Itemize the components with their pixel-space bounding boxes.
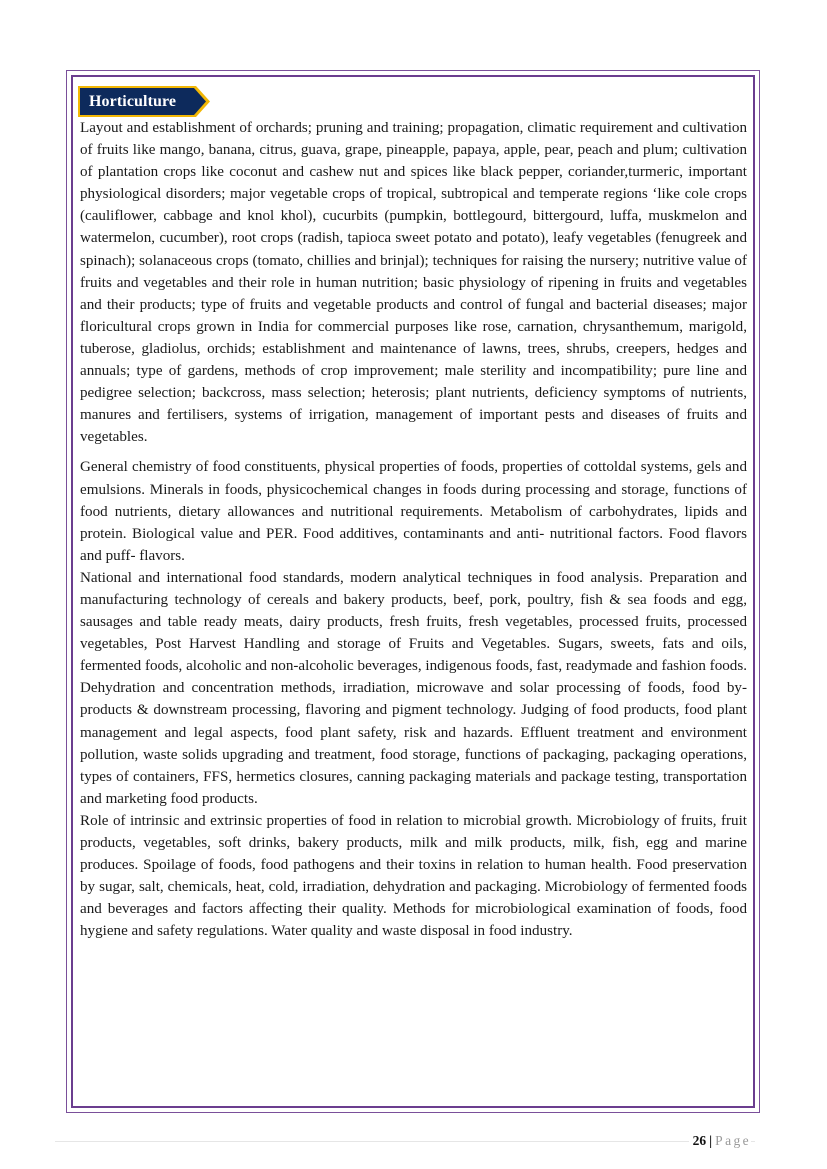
document-body <box>80 117 747 942</box>
page-number: 26 <box>692 1133 707 1148</box>
paragraph-food-technology: National and international food standards, modern analytical techniques in food analysis. Preparation and manufacturing technology of cereals and bakery products, beef, pork, poultry, fish & sea foods and egg, sausages and table ready meats, dairy products, fresh fruits, fresh vegetables, processed fruits, processed vegetables, Post Harvest Handling and storage of Fruits and Vegetables. Sugars, sweets, fats and oils, fermented foods, alcoholic and non-alcoholic beverages, indigenous foods, fast, readymade and fashion foods. Dehydration and concentration methods, irradiation, microwave and solar processing of foods, food by-products & downstream processing, flavoring and pigment technology. Judging of food products, food plant management and legal aspects, food plant safety, risk and hazards. Effluent treatment and environment pollution, waste solids upgrading and treatment, food storage, functions of packaging, packaging operations, types of containers, FFS, hermetics closures, canning packaging materials and package testing, transportation and marketing food products. <box>80 569 747 807</box>
page-word: Page <box>715 1133 751 1148</box>
page-footer <box>689 1133 751 1149</box>
footer-rule <box>55 1141 755 1142</box>
paragraph-food-chemistry: General chemistry of food constituents, physical properties of foods, properties of cottoldal systems, gels and emulsions. Minerals in foods, physicochemical changes in foods during processing and storage, functions of food nutrients, dietary allowances and nutritional requirements. Metabolism of carbohydrates, lipids and protein. Biological value and PER. Food additives, contaminants and anti- nutritional factors. Food flavors and puff- flavors. <box>80 459 747 564</box>
section-badge <box>78 86 210 117</box>
page-separator: | <box>709 1133 713 1148</box>
section-title: Horticulture <box>89 92 177 110</box>
paragraph-food-microbiology: Role of intrinsic and extrinsic properties of food in relation to microbial growth. Microbiology of fruits, fruit products, vegetables, soft drinks, bakery products, milk and milk products, milk, fish, egg and marine produces. Spoilage of foods, food pathogens and their toxins in relation to human health. Food preservation by sugar, salt, chemicals, heat, cold, irradiation, dehydration and packaging. Microbiology of fermented foods and beverages and factors affecting their quality. Methods for microbiological examination of foods, food hygiene and safety regulations. Water quality and waste disposal in food industry. <box>80 812 747 940</box>
paragraph-horticulture: Layout and establishment of orchards; pruning and training; propagation, climatic requirement and cultivation of fruits like mango, banana, citrus, guava, grape, pineapple, papaya, apple, pear, peach and plum; cultivation of plantation crops like coconut and cashew nut and spices like black pepper, coriander,turmeric, important physiological disorders; major vegetable crops of tropical, subtropical and temperate regions ‘like cole crops (cauliflower, cabbage and knol khol), cucurbits (pumpkin, bottlegourd, bittergourd, luffa, muskmelon and watermelon, cucumber), root crops (radish, tapioca sweet potato and potato), leafy vegetables (fenugreek and spinach); solanaceous crops (tomato, chillies and brinjal); techniques for raising the nursery; nutritive value of fruits and vegetables and their role in human nutrition; basic physiology of ripening in fruits and vegetables and their products; type of fruits and vegetable products and control of fungal and bacterial diseases; major floricultural crops grown in India for commercial purposes like rose, carnation, chrysanthemum, marigold, tuberose, gladiolus, orchids; establishment and maintenance of lawns, trees, shrubs, creepers, hedges and annuals; type of gardens, methods of crop improvement; male sterility and incompatibility; pure line and pedigree selection; backcross, mass selection; heterosis; plant nutrients, deficiency symptoms of nutrients, manures and fertilisers, systems of irrigation, management of important pests and diseases of fruits and vegetables. <box>80 120 747 446</box>
